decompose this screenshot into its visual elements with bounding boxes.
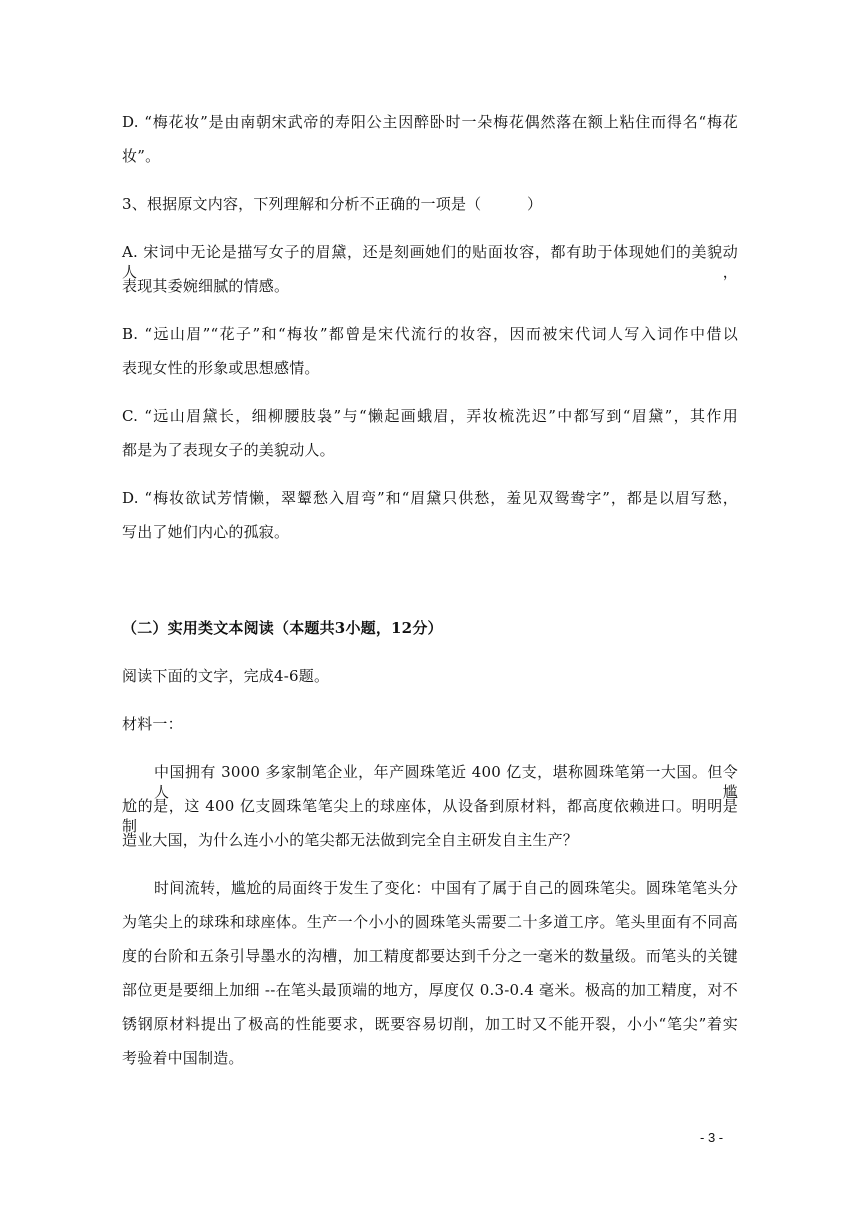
question-3-stem: 3、根据原文内容，下列理解和分析不正确的一项是（ ） — [122, 195, 543, 213]
paragraph-2-line: 时间流转，尴尬的局面终于发生了变化：中国有了属于自己的圆珠笔尖。圆珠笔笔头分 — [154, 879, 738, 897]
paragraph-2-line: 为笔尖上的球珠和球座体。生产一个小小的圆珠笔头需要二十多道工序。笔头里面有不同高 — [122, 913, 738, 931]
option-c-line2: 都是为了表现女子的美貌动人。 — [122, 441, 335, 459]
paragraph-2-line: 度的台阶和五条引导墨水的沟槽，加工精度都要达到千分之一毫米的数量级。而笔头的关键 — [122, 947, 738, 965]
paragraph-1-line: 造业大国，为什么连小小的笔尖都无法做到完全自主研发自主生产？ — [122, 831, 579, 849]
material-label: 材料一： — [122, 715, 183, 733]
option-d-prev-line2: 妆”。 — [122, 147, 161, 165]
paragraph-2-line: 考验着中国制造。 — [122, 1049, 244, 1067]
reading-instruction: 阅读下面的文字，完成4-6题。 — [122, 667, 330, 685]
paragraph-2-line: 锈钢原材料提出了极高的性能要求，既要容易切削，加工时又不能开裂，小小“笔尖”着实 — [122, 1015, 738, 1033]
paragraph-1-line: 中国拥有 3000 多家制笔企业，年产圆珠笔近 400 亿支，堪称圆珠笔第一大国。但令人尴 — [154, 763, 738, 801]
option-d-line2: 写出了她们内心的孤寂。 — [122, 523, 290, 541]
option-a-line2: 表现其委婉细腻的情感。 — [122, 277, 290, 295]
option-d-line1: D. “梅妆欲试芳情懒，翠颦愁入眉弯”和“眉黛只供愁，羞见双鸳鸯字”，都是以眉写愁， — [122, 489, 738, 507]
option-a-line1: A. 宋词中无论是描写女子的眉黛，还是刻画她们的贴面妆容，都有助于体现她们的美貌动人， — [122, 243, 738, 281]
paragraph-1-line: 尬的是，这 400 亿支圆珠笔笔尖上的球座体，从设备到原材料，都高度依赖进口。明明是制 — [122, 797, 738, 835]
section-heading: （二）实用类文本阅读（本题共3小题，12分） — [122, 619, 443, 637]
paragraph-2-line: 部位更是要细上加细 --在笔头最顶端的地方，厚度仅 0.3-0.4 毫米。极高的加工精度，对不 — [122, 981, 738, 999]
option-b-line1: B. “远山眉”“花子”和“梅妆”都曾是宋代流行的妆容，因而被宋代词人写入词作中借以 — [122, 325, 738, 343]
option-d-prev-line1: D. “梅花妆”是由南朝宋武帝的寿阳公主因醉卧时一朵梅花偶然落在额上粘住而得名“梅花 — [122, 113, 738, 131]
option-c-line1: C. “远山眉黛长，细柳腰肢袅”与“懒起画蛾眉，弄妆梳洗迟”中都写到“眉黛”，其作用 — [122, 407, 738, 425]
page-number: - 3 - — [700, 1130, 724, 1145]
option-b-line2: 表现女性的形象或思想感情。 — [122, 359, 320, 377]
